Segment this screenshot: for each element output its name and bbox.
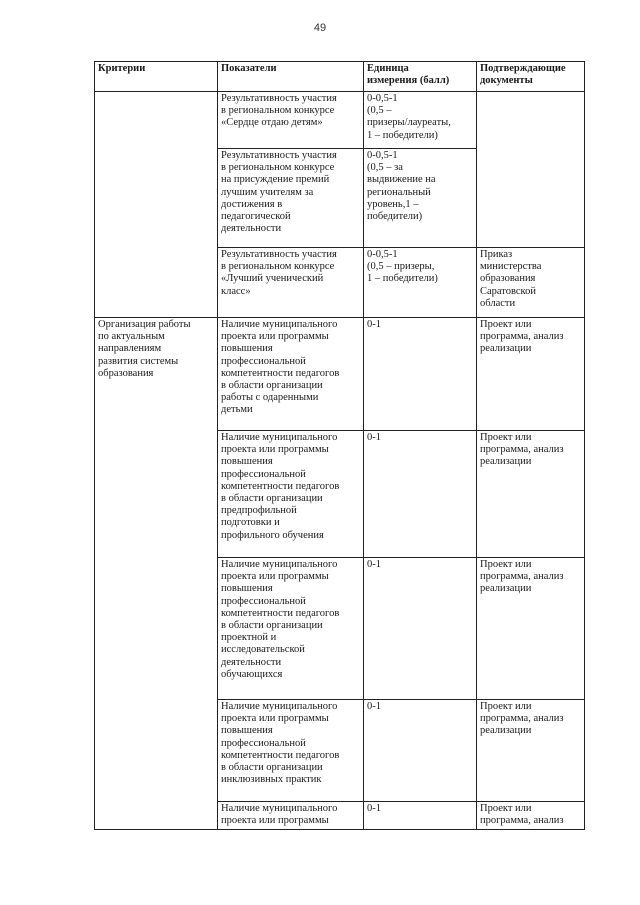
header-documents: Подтверждающие документы [477, 62, 585, 92]
unit-cell: 0-1 [364, 431, 477, 558]
criteria-table [94, 61, 585, 830]
header-criteria: Критерии [95, 62, 218, 92]
header-indicators: Показатели [218, 62, 364, 92]
documents-cell: Проект или программа, анализ реализации [477, 558, 585, 700]
unit-cell: 0-1 [364, 700, 477, 802]
indicator-cell: Результативность участия в региональном конкурсе «Сердце отдаю детям» [218, 92, 364, 149]
unit-cell: 0-0,5-1 (0,5 – призеры/лауреаты, 1 – победители) [364, 92, 477, 149]
indicator-cell: Результативность участия в региональном конкурсе «Лучший ученический класс» [218, 248, 364, 318]
indicator-cell: Наличие муниципального проекта или программы повышения профессиональной компетентности педагогов в области организации проектной и исследовательской деятельности обучающихся [218, 558, 364, 700]
unit-cell: 0-0,5-1 (0,5 – за выдвижение на региональный уровень,1 – победители) [364, 149, 477, 248]
documents-cell: Проект или программа, анализ реализации [477, 318, 585, 431]
documents-cell: Проект или программа, анализ [477, 802, 585, 830]
indicator-cell: Наличие муниципального проекта или программы [218, 802, 364, 830]
unit-cell: 0-1 [364, 802, 477, 830]
documents-cell: Проект или программа, анализ реализации [477, 700, 585, 802]
indicator-cell: Наличие муниципального проекта или программы повышения профессиональной компетентности педагогов в области организации предпрофильной подготовки и профильного обучения [218, 431, 364, 558]
unit-cell: 0-1 [364, 558, 477, 700]
criterion-cell-empty [95, 92, 218, 318]
documents-cell-empty [477, 92, 585, 248]
criterion-cell: Организация работы по актуальным направлениям развития системы образования [95, 318, 218, 830]
unit-cell: 0-1 [364, 318, 477, 431]
unit-cell: 0-0,5-1 (0,5 – призеры, 1 – победители) [364, 248, 477, 318]
documents-cell: Приказ министерства образования Саратовской области [477, 248, 585, 318]
table-header-row [95, 62, 585, 92]
documents-cell: Проект или программа, анализ реализации [477, 431, 585, 558]
table-row [95, 318, 585, 431]
indicator-cell: Наличие муниципального проекта или программы повышения профессиональной компетентности педагогов в области организации инклюзивных практик [218, 700, 364, 802]
indicator-cell: Результативность участия в региональном конкурсе на присуждение премий лучшим учителям за достижения в педагогической деятельности [218, 149, 364, 248]
indicator-cell: Наличие муниципального проекта или программы повышения профессиональной компетентности педагогов в области организации работы с одаренными детьми [218, 318, 364, 431]
page-number: 49 [313, 22, 327, 34]
header-unit: Единица измерения (балл) [364, 62, 477, 92]
table-row [95, 92, 585, 149]
